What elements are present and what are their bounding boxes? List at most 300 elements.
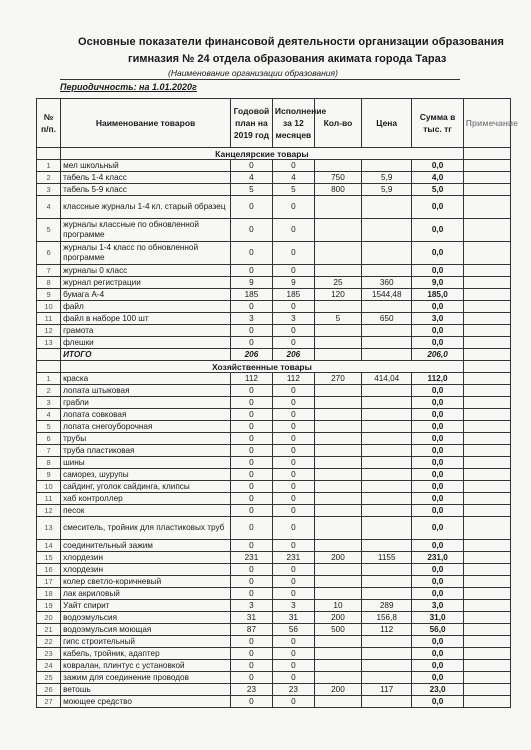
title-underline [60, 79, 460, 80]
note-cell [463, 337, 510, 349]
execution-value: 0 [272, 469, 314, 481]
table-row [37, 636, 511, 648]
execution-value: 5 [272, 184, 314, 196]
table-row [37, 313, 511, 325]
row-number: 4 [37, 409, 61, 421]
col-header-note: Примечание [463, 99, 510, 148]
item-name: журналы 1-4 класс по обновленной программе [61, 242, 231, 265]
item-name: журналы классные по обновленной программе [61, 219, 231, 242]
row-number: 10 [37, 481, 61, 493]
col-header-plan: Годовой план на 2019 год [230, 99, 272, 148]
row-number: 8 [37, 457, 61, 469]
price-value: 650 [362, 313, 412, 325]
execution-value: 185 [272, 289, 314, 301]
execution-value: 56 [272, 624, 314, 636]
quantity-value [314, 493, 361, 505]
plan-value: 3 [230, 313, 272, 325]
sum-value: 0,0 [412, 242, 463, 265]
execution-value: 0 [272, 409, 314, 421]
price-value: 117 [362, 684, 412, 696]
execution-value: 31 [272, 612, 314, 624]
quantity-value [314, 385, 361, 397]
table-row [37, 493, 511, 505]
total-price-cell [362, 349, 412, 361]
item-name: смеситель, тройник для пластиковых труб [61, 517, 231, 540]
section-note-cell [463, 148, 510, 160]
price-value [362, 219, 412, 242]
table-row [37, 457, 511, 469]
quantity-value [314, 409, 361, 421]
item-name: журналы 0 класс [61, 265, 231, 277]
plan-value: 112 [230, 373, 272, 385]
document-title-line2: гимназия № 24 отдела образования акимата города Тараз [128, 53, 447, 65]
execution-value: 0 [272, 660, 314, 672]
sum-value: 112,0 [412, 373, 463, 385]
execution-value: 0 [272, 457, 314, 469]
item-name: колер светло-коричневый [61, 576, 231, 588]
note-cell [463, 636, 510, 648]
item-name: кабель, тройник, адаптер [61, 648, 231, 660]
price-value [362, 469, 412, 481]
item-name: флешки [61, 337, 231, 349]
quantity-value [314, 325, 361, 337]
execution-value: 3 [272, 600, 314, 612]
price-value [362, 564, 412, 576]
price-value: 5,9 [362, 172, 412, 184]
quantity-value [314, 421, 361, 433]
price-value [362, 265, 412, 277]
item-name: мел школьный [61, 160, 231, 172]
note-cell [463, 265, 510, 277]
col-header-number: № п/п. [37, 99, 61, 148]
row-number: 20 [37, 612, 61, 624]
price-value [362, 301, 412, 313]
row-number: 3 [37, 184, 61, 196]
item-name: журнал регистрации [61, 277, 231, 289]
price-value [362, 457, 412, 469]
note-cell [463, 172, 510, 184]
item-name: шины [61, 457, 231, 469]
item-name: лак акриловый [61, 588, 231, 600]
price-value: 1155 [362, 552, 412, 564]
section-header-row [37, 148, 511, 160]
plan-value: 3 [230, 600, 272, 612]
row-number: 4 [37, 196, 61, 219]
quantity-value [314, 505, 361, 517]
sum-value: 23,0 [412, 684, 463, 696]
note-cell [463, 672, 510, 684]
item-name: водоэмульсия [61, 612, 231, 624]
sum-value: 0,0 [412, 457, 463, 469]
execution-value: 23 [272, 684, 314, 696]
quantity-value [314, 540, 361, 552]
price-value: 1544,48 [362, 289, 412, 301]
execution-value: 0 [272, 648, 314, 660]
note-cell [463, 481, 510, 493]
note-cell [463, 277, 510, 289]
note-cell [463, 373, 510, 385]
sum-value: 0,0 [412, 481, 463, 493]
quantity-value: 200 [314, 684, 361, 696]
table-row [37, 373, 511, 385]
note-cell [463, 588, 510, 600]
plan-value: 0 [230, 576, 272, 588]
section-title: Канцелярские товары [61, 148, 464, 160]
quantity-value [314, 433, 361, 445]
table-row [37, 172, 511, 184]
execution-value: 0 [272, 505, 314, 517]
note-cell [463, 552, 510, 564]
plan-value: 0 [230, 505, 272, 517]
execution-value: 0 [272, 242, 314, 265]
execution-value: 0 [272, 576, 314, 588]
row-number: 15 [37, 552, 61, 564]
item-name: зажим для соединение проводов [61, 672, 231, 684]
item-name: лопата штыковая [61, 385, 231, 397]
execution-value: 0 [272, 588, 314, 600]
price-value [362, 576, 412, 588]
quantity-value: 800 [314, 184, 361, 196]
price-value [362, 325, 412, 337]
period-label: Периодичность: на 1.01.2020г [60, 82, 197, 92]
financial-indicators-table [36, 98, 518, 708]
table-row [37, 160, 511, 172]
note-cell [463, 421, 510, 433]
row-number: 23 [37, 648, 61, 660]
sum-value: 0,0 [412, 505, 463, 517]
table-row [37, 684, 511, 696]
row-number: 2 [37, 172, 61, 184]
row-number: 6 [37, 242, 61, 265]
execution-value: 0 [272, 564, 314, 576]
table-row [37, 648, 511, 660]
table-header-row [37, 99, 511, 148]
note-cell [463, 184, 510, 196]
quantity-value [314, 517, 361, 540]
row-number: 27 [37, 696, 61, 708]
price-value [362, 636, 412, 648]
plan-value: 0 [230, 337, 272, 349]
item-name: ветошь [61, 684, 231, 696]
col-header-quantity: Кол-во [314, 99, 361, 148]
sum-value: 0,0 [412, 265, 463, 277]
price-value: 289 [362, 600, 412, 612]
execution-value: 0 [272, 540, 314, 552]
item-name: лопата снегоуборочная [61, 421, 231, 433]
item-name: соединительный зажим [61, 540, 231, 552]
item-name: песок [61, 505, 231, 517]
execution-value: 0 [272, 219, 314, 242]
price-value [362, 160, 412, 172]
quantity-value [314, 457, 361, 469]
sum-value: 0,0 [412, 493, 463, 505]
section-title: Хозяйственные товары [61, 361, 464, 373]
note-cell [463, 397, 510, 409]
plan-value: 31 [230, 612, 272, 624]
quantity-value [314, 337, 361, 349]
sum-value: 0,0 [412, 588, 463, 600]
item-name: краска [61, 373, 231, 385]
execution-value: 0 [272, 196, 314, 219]
quantity-value [314, 696, 361, 708]
row-number: 16 [37, 564, 61, 576]
plan-value: 0 [230, 517, 272, 540]
execution-value: 0 [272, 433, 314, 445]
quantity-value [314, 588, 361, 600]
quantity-value [314, 196, 361, 219]
sum-value: 9,0 [412, 277, 463, 289]
row-number: 11 [37, 313, 61, 325]
item-name: моющее средство [61, 696, 231, 708]
price-value [362, 397, 412, 409]
table-row [37, 481, 511, 493]
col-header-name: Наименование товаров [61, 99, 231, 148]
plan-value: 9 [230, 277, 272, 289]
quantity-value [314, 265, 361, 277]
row-number: 9 [37, 289, 61, 301]
plan-value: 0 [230, 696, 272, 708]
price-value [362, 505, 412, 517]
sum-value: 0,0 [412, 517, 463, 540]
price-value [362, 540, 412, 552]
price-value [362, 517, 412, 540]
table-row [37, 624, 511, 636]
organization-caption: (Наименование организации образования) [168, 68, 338, 78]
row-number: 12 [37, 325, 61, 337]
sum-value: 5,0 [412, 184, 463, 196]
item-name: хлордезин [61, 552, 231, 564]
table-row [37, 184, 511, 196]
row-number: 2 [37, 385, 61, 397]
execution-value: 0 [272, 385, 314, 397]
item-name: хлордезин [61, 564, 231, 576]
note-cell [463, 624, 510, 636]
item-name: лопата совковая [61, 409, 231, 421]
note-cell [463, 648, 510, 660]
execution-value: 4 [272, 172, 314, 184]
note-cell [463, 576, 510, 588]
item-name: Уайт спирит [61, 600, 231, 612]
sum-value: 3,0 [412, 313, 463, 325]
row-number: 5 [37, 219, 61, 242]
sum-value: 0,0 [412, 160, 463, 172]
table-row [37, 421, 511, 433]
quantity-value [314, 636, 361, 648]
sum-value: 0,0 [412, 636, 463, 648]
quantity-value: 270 [314, 373, 361, 385]
note-cell [463, 445, 510, 457]
table-row [37, 517, 511, 540]
note-cell [463, 660, 510, 672]
table-row [37, 696, 511, 708]
sum-value: 0,0 [412, 219, 463, 242]
item-name: трубы [61, 433, 231, 445]
row-number: 6 [37, 433, 61, 445]
row-number: 5 [37, 421, 61, 433]
table-row [37, 445, 511, 457]
row-number: 25 [37, 672, 61, 684]
quantity-value [314, 160, 361, 172]
table-row [37, 277, 511, 289]
execution-value: 0 [272, 517, 314, 540]
execution-value: 0 [272, 397, 314, 409]
price-value: 360 [362, 277, 412, 289]
row-number: 14 [37, 540, 61, 552]
table-row [37, 301, 511, 313]
price-value [362, 409, 412, 421]
sum-value: 0,0 [412, 696, 463, 708]
item-name: водоэмульсия моющая [61, 624, 231, 636]
table-row [37, 672, 511, 684]
total-note-cell [463, 349, 510, 361]
total-quantity-cell [314, 349, 361, 361]
note-cell [463, 196, 510, 219]
item-name: труба пластиковая [61, 445, 231, 457]
row-number: 18 [37, 588, 61, 600]
note-cell [463, 540, 510, 552]
table-row [37, 242, 511, 265]
quantity-value: 25 [314, 277, 361, 289]
note-cell [463, 313, 510, 325]
quantity-value [314, 481, 361, 493]
note-cell [463, 433, 510, 445]
price-value [362, 672, 412, 684]
execution-value: 0 [272, 672, 314, 684]
plan-value: 0 [230, 672, 272, 684]
price-value [362, 196, 412, 219]
plan-value: 0 [230, 242, 272, 265]
table-row [37, 196, 511, 219]
price-value [362, 648, 412, 660]
note-cell [463, 684, 510, 696]
plan-value: 0 [230, 421, 272, 433]
quantity-value: 10 [314, 600, 361, 612]
execution-value: 0 [272, 160, 314, 172]
plan-value: 0 [230, 445, 272, 457]
table-row [37, 564, 511, 576]
document-title-line1: Основные показатели финансовой деятельности организации образования [78, 36, 504, 48]
execution-value: 0 [272, 337, 314, 349]
total-plan: 206 [230, 349, 272, 361]
execution-value: 0 [272, 493, 314, 505]
item-name: ковралан, плинтус с установкой [61, 660, 231, 672]
row-number: 1 [37, 373, 61, 385]
sum-value: 0,0 [412, 397, 463, 409]
plan-value: 0 [230, 397, 272, 409]
plan-value: 0 [230, 196, 272, 219]
note-cell [463, 696, 510, 708]
note-cell [463, 301, 510, 313]
item-name: хаб контроллер [61, 493, 231, 505]
table-row [37, 588, 511, 600]
plan-value: 0 [230, 409, 272, 421]
price-value [362, 433, 412, 445]
quantity-value [314, 397, 361, 409]
table-row [37, 600, 511, 612]
table-row [37, 289, 511, 301]
total-row [37, 349, 511, 361]
price-value [362, 660, 412, 672]
quantity-value [314, 660, 361, 672]
quantity-value [314, 672, 361, 684]
row-number: 7 [37, 265, 61, 277]
price-value [362, 385, 412, 397]
col-header-execution: Исполнение за 12 месяцев [272, 99, 314, 148]
sum-value: 0,0 [412, 196, 463, 219]
note-cell [463, 409, 510, 421]
plan-value: 5 [230, 184, 272, 196]
row-number: 11 [37, 493, 61, 505]
plan-value: 87 [230, 624, 272, 636]
note-cell [463, 517, 510, 540]
sum-value: 31,0 [412, 612, 463, 624]
table-row [37, 325, 511, 337]
price-value [362, 445, 412, 457]
plan-value: 0 [230, 588, 272, 600]
sum-value: 0,0 [412, 301, 463, 313]
sum-value: 56,0 [412, 624, 463, 636]
item-name: файл [61, 301, 231, 313]
note-cell [463, 505, 510, 517]
table-row [37, 409, 511, 421]
note-cell [463, 457, 510, 469]
sum-value: 185,0 [412, 289, 463, 301]
plan-value: 0 [230, 325, 272, 337]
plan-value: 0 [230, 265, 272, 277]
execution-value: 0 [272, 445, 314, 457]
table-row [37, 612, 511, 624]
table-row [37, 505, 511, 517]
quantity-value: 500 [314, 624, 361, 636]
price-value [362, 696, 412, 708]
note-cell [463, 219, 510, 242]
quantity-value [314, 219, 361, 242]
plan-value: 0 [230, 481, 272, 493]
row-number: 17 [37, 576, 61, 588]
execution-value: 0 [272, 325, 314, 337]
sum-value: 0,0 [412, 660, 463, 672]
row-number: 26 [37, 684, 61, 696]
note-cell [463, 325, 510, 337]
col-header-sum: Сумма в тыс. тг [412, 99, 463, 148]
row-number: 21 [37, 624, 61, 636]
plan-value: 231 [230, 552, 272, 564]
note-cell [463, 469, 510, 481]
table-row [37, 433, 511, 445]
price-value: 156,8 [362, 612, 412, 624]
sum-value: 4,0 [412, 172, 463, 184]
item-name: саморез, шурупы [61, 469, 231, 481]
execution-value: 0 [272, 696, 314, 708]
sum-value: 0,0 [412, 540, 463, 552]
row-number: 7 [37, 445, 61, 457]
quantity-value: 5 [314, 313, 361, 325]
plan-value: 0 [230, 540, 272, 552]
price-value [362, 421, 412, 433]
item-name: бумага А-4 [61, 289, 231, 301]
sum-value: 3,0 [412, 600, 463, 612]
note-cell [463, 242, 510, 265]
plan-value: 0 [230, 636, 272, 648]
section-note-cell [463, 361, 510, 373]
item-name: табель 1-4 класс [61, 172, 231, 184]
quantity-value [314, 648, 361, 660]
section-number-cell [37, 361, 61, 373]
sum-value: 0,0 [412, 409, 463, 421]
total-number-cell [37, 349, 61, 361]
plan-value: 0 [230, 457, 272, 469]
row-number: 1 [37, 160, 61, 172]
